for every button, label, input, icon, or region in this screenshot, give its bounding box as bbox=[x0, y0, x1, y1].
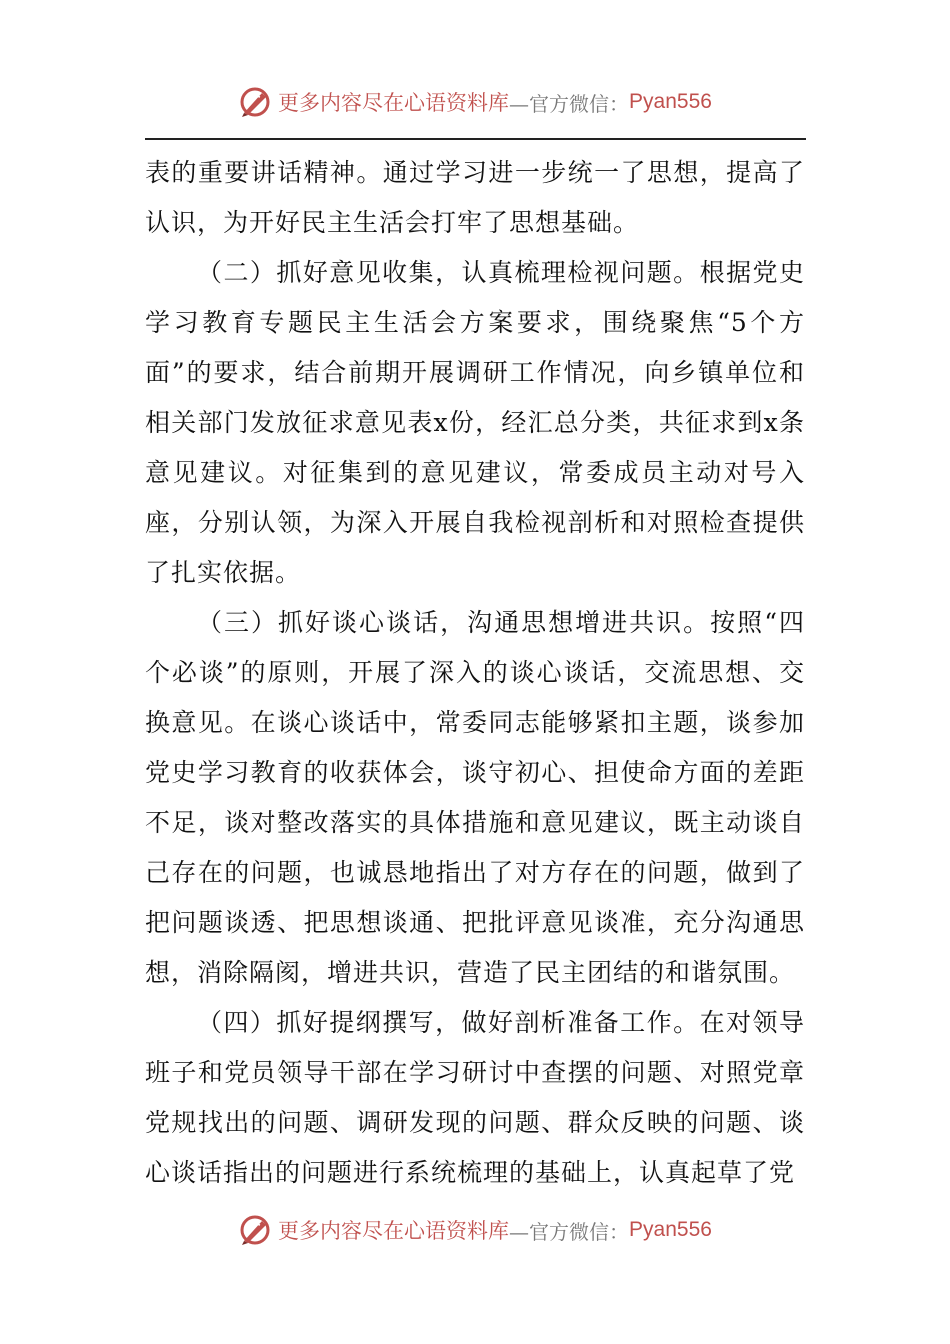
paragraph-section-2: （二）抓好意见收集，认真梳理检视问题。根据党史学习教育专题民主生活会方案要求，围绕聚焦“5个方面”的要求，结合前期开展调研工作情况，向乡镇单位和相关部门发放征求意见表x份，经汇总分类，共征求到x条意见建议。对征集到的意见建议，常委成员主动对号入座，分别认领，为深入开展自我检视剖析和对照检查提供了扎实依据。 bbox=[145, 258, 805, 587]
footer-banner bbox=[0, 1210, 950, 1250]
banner-sub-text: —官方微信： bbox=[509, 91, 630, 116]
pen-logo-icon bbox=[238, 85, 272, 119]
paragraph-continuation: 表的重要讲话精神。通过学习进一步统一了思想，提高了认识，为开好民主生活会打牢了思想基础。 bbox=[145, 158, 805, 237]
paragraph-section-4: （四）抓好提纲撰写，做好剖析准备工作。在对领导班子和党员领导干部在学习研讨中查摆的问题、对照党章党规找出的问题、调研发现的问题、群众反映的问题、谈心谈话指出的问题进行系统梳理的基础上，认真起草了党 bbox=[145, 1008, 805, 1187]
document-body bbox=[145, 148, 805, 1198]
paragraph-section-3: （三）抓好谈心谈话，沟通思想增进共识。按照“四个必谈”的原则，开展了深入的谈心谈话，交流思想、交换意见。在谈心谈话中，常委同志能够紧扣主题，谈参加党史学习教育的收获体会，谈守初心、担使命方面的差距不足，谈对整改落实的具体措施和意见建议，既主动谈自己存在的问题，也诚恳地指出了对方存在的问题，做到了把问题谈透、把思想谈通、把批评意见谈准，充分沟通思想，消除隔阂，增进共识，营造了民主团结的和谐氛围。 bbox=[145, 608, 805, 987]
banner-wechat-id: Pyan556 bbox=[629, 90, 712, 113]
banner-main-text: 更多内容尽在心语资料库 bbox=[278, 91, 510, 115]
banner-sub-text: —官方微信： bbox=[509, 1219, 630, 1244]
banner-wechat-id: Pyan556 bbox=[629, 1218, 712, 1241]
header-divider bbox=[145, 138, 806, 140]
pen-logo-icon bbox=[238, 1213, 272, 1247]
header-banner bbox=[0, 82, 950, 122]
banner-main-text: 更多内容尽在心语资料库 bbox=[278, 1219, 510, 1243]
